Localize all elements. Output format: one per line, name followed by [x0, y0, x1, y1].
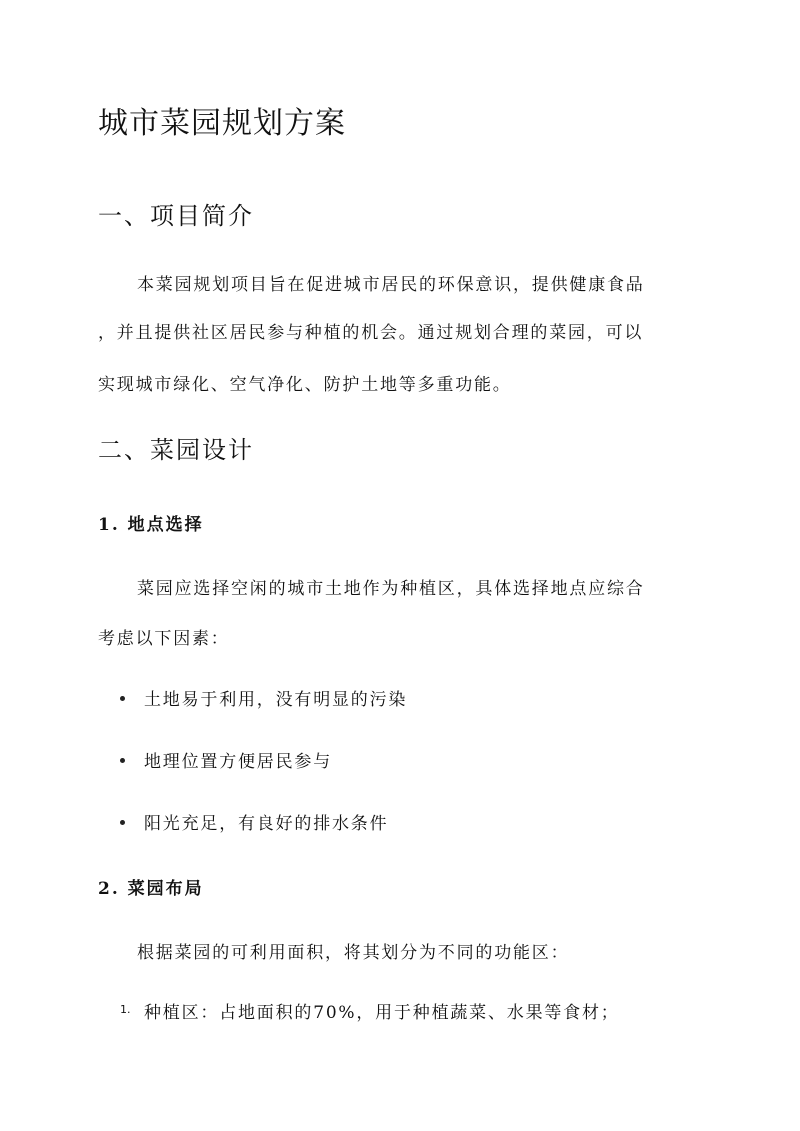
section-heading-design: 二、菜园设计 [98, 436, 254, 464]
subsection-heading-layout: 2. 菜园布局 [98, 879, 204, 899]
bullet-item: 地理位置方便居民参与 [144, 752, 332, 772]
paragraph-line: 实现城市绿化、空气净化、防护土地等多重功能。 [98, 375, 512, 395]
list-number: 1. [120, 1003, 131, 1016]
paragraph-line: ，并且提供社区居民参与种植的机会。通过规划合理的菜园，可以 [98, 323, 644, 343]
numbered-list-item: 种植区：占地面积的70%，用于种植蔬菜、水果等食材； [144, 1003, 620, 1023]
bullet-icon [120, 820, 125, 825]
bullet-icon [120, 758, 125, 763]
section-heading-intro: 一、项目简介 [98, 202, 254, 230]
bullet-icon [120, 696, 125, 701]
document-title: 城市菜园规划方案 [98, 106, 346, 141]
paragraph-line: 本菜园规划项目旨在促进城市居民的环保意识，提供健康食品 [137, 275, 645, 295]
bullet-item: 土地易于利用，没有明显的污染 [144, 690, 408, 710]
subsection-heading-location: 1. 地点选择 [98, 515, 204, 535]
paragraph-line: 菜园应选择空闲的城市土地作为种植区，具体选择地点应综合 [137, 579, 645, 599]
paragraph-line: 根据菜园的可利用面积，将其划分为不同的功能区： [137, 943, 570, 963]
paragraph-line: 考虑以下因素： [98, 629, 230, 649]
bullet-item: 阳光充足，有良好的排水条件 [144, 814, 389, 834]
